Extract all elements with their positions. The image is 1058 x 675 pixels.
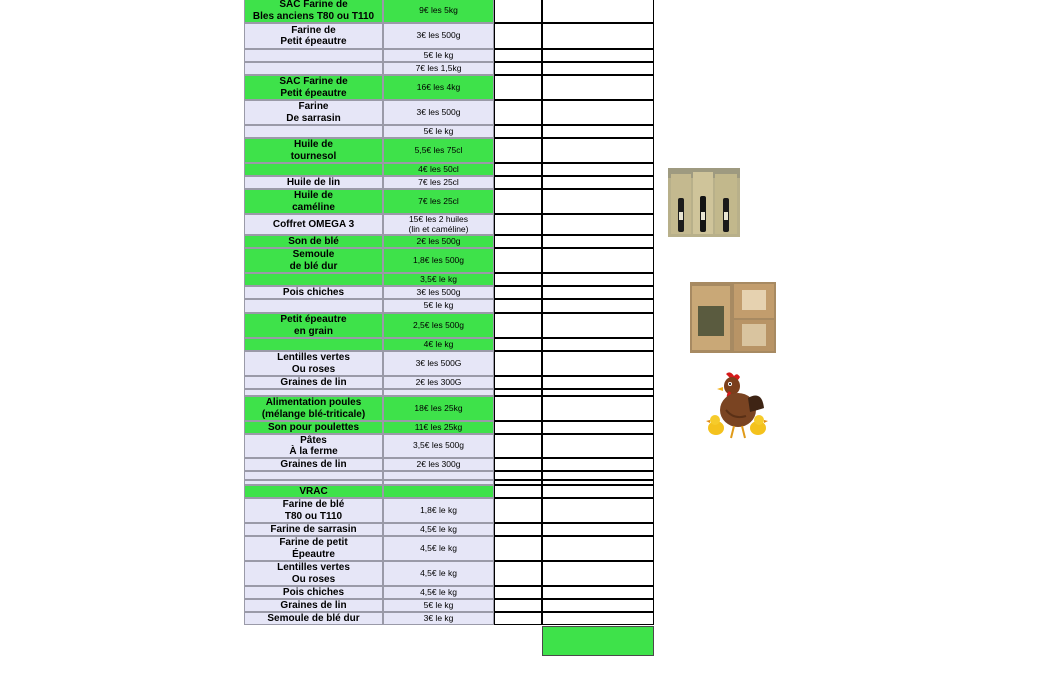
amount-cell [542,389,654,396]
amount-cell [542,313,654,338]
amount-cell [542,23,654,49]
product-name-cell [244,389,383,396]
price-cell: 4€ le kg [383,338,494,351]
amount-cell [542,0,654,23]
product-name-cell [244,163,383,176]
quantity-cell [494,612,542,625]
amount-cell [542,248,654,273]
amount-cell [542,138,654,163]
amount-cell [542,458,654,471]
amount-cell [542,498,654,523]
price-cell: 1,8€ les 500g [383,248,494,273]
quantity-cell [494,376,542,389]
price-cell: 4,5€ le kg [383,536,494,561]
price-cell: 7€ les 1,5kg [383,62,494,75]
amount-cell [542,62,654,75]
quantity-cell [494,338,542,351]
price-cell: 4,5€ le kg [383,523,494,536]
quantity-cell [494,536,542,561]
product-name-cell: Graines de lin [244,599,383,612]
product-name-cell [244,471,383,480]
quantity-cell [494,471,542,480]
product-name-cell: Farine de sarrasin [244,523,383,536]
product-name-cell: Lentilles vertes Ou roses [244,351,383,376]
product-name-cell: Pois chiches [244,286,383,299]
product-name-cell [244,62,383,75]
price-cell: 4,5€ le kg [383,561,494,586]
amount-cell [542,561,654,586]
price-cell: 7€ les 25cl [383,189,494,214]
amount-cell [542,376,654,389]
product-name-cell [244,299,383,313]
price-cell: 3€ les 500g [383,23,494,49]
amount-cell [542,189,654,214]
price-cell: 3,5€ les 500g [383,434,494,458]
amount-cell [542,485,654,498]
price-cell: 3€ le kg [383,612,494,625]
amount-cell [542,599,654,612]
price-cell: 5€ le kg [383,125,494,138]
product-name-cell: Huile de lin [244,176,383,189]
product-name-cell: VRAC [244,485,383,498]
quantity-cell [494,458,542,471]
price-cell: 2€ les 300g [383,458,494,471]
quantity-cell [494,561,542,586]
price-cell: 15€ les 2 huiles (lin et caméline) [383,214,494,235]
quantity-cell [494,523,542,536]
product-name-cell: SAC Farine de Bles anciens T80 ou T110 [244,0,383,23]
amount-cell [542,176,654,189]
quantity-cell [494,299,542,313]
price-cell: 11€ les 25kg [383,421,494,434]
total-cell [542,626,654,656]
price-cell: 3€ les 500G [383,351,494,376]
price-cell: 16€ les 4kg [383,75,494,100]
product-name-cell: Huile de tournesol [244,138,383,163]
quantity-cell [494,235,542,248]
product-name-cell: Pois chiches [244,586,383,599]
amount-cell [542,536,654,561]
product-name-cell: Farine de Petit épeautre [244,23,383,49]
product-name-cell: Farine de blé T80 ou T110 [244,498,383,523]
amount-cell [542,396,654,421]
quantity-cell [494,75,542,100]
price-cell [383,471,494,480]
quantity-cell [494,49,542,62]
price-cell: 2€ les 300G [383,376,494,389]
quantity-cell [494,286,542,299]
quantity-cell [494,599,542,612]
amount-cell [542,49,654,62]
price-cell [383,485,494,498]
product-name-cell: Son de blé [244,235,383,248]
price-cell: 2,5€ les 500g [383,313,494,338]
product-name-cell: Semoule de blé dur [244,612,383,625]
quantity-cell [494,389,542,396]
product-name-cell: Pâtes À la ferme [244,434,383,458]
price-cell: 3,5€ le kg [383,273,494,286]
quantity-cell [494,351,542,376]
quantity-cell [494,421,542,434]
amount-cell [542,421,654,434]
flour-bags-photo [690,282,776,353]
quantity-cell [494,498,542,523]
price-cell: 18€ les 25kg [383,396,494,421]
amount-cell [542,471,654,480]
amount-cell [542,351,654,376]
product-name-cell: Petit épeautre en grain [244,313,383,338]
product-name-cell: SAC Farine de Petit épeautre [244,75,383,100]
quantity-cell [494,100,542,125]
product-name-cell [244,273,383,286]
amount-cell [542,100,654,125]
price-cell: 5€ le kg [383,299,494,313]
quantity-cell [494,485,542,498]
price-cell: 4,5€ le kg [383,586,494,599]
quantity-cell [494,23,542,49]
oil-bottles-photo [668,168,740,237]
product-name-cell: Lentilles vertes Ou roses [244,561,383,586]
price-cell: 4€ les 50cl [383,163,494,176]
amount-cell [542,612,654,625]
amount-cell [542,299,654,313]
price-cell: 9€ les 5kg [383,0,494,23]
price-cell: 5,5€ les 75cl [383,138,494,163]
product-name-cell: Graines de lin [244,458,383,471]
amount-cell [542,523,654,536]
hen-with-chicks-drawing [704,370,770,444]
quantity-cell [494,586,542,599]
product-name-cell: Farine De sarrasin [244,100,383,125]
price-cell: 3€ les 500g [383,100,494,125]
product-name-cell [244,125,383,138]
price-cell: 7€ les 25cl [383,176,494,189]
product-name-cell: Huile de caméline [244,189,383,214]
product-name-cell: Coffret OMEGA 3 [244,214,383,235]
quantity-cell [494,0,542,23]
price-cell: 5€ le kg [383,49,494,62]
quantity-cell [494,434,542,458]
quantity-cell [494,163,542,176]
amount-cell [542,75,654,100]
quantity-cell [494,125,542,138]
product-name-cell: Semoule de blé dur [244,248,383,273]
product-name-cell [244,338,383,351]
quantity-cell [494,189,542,214]
quantity-cell [494,248,542,273]
product-name-cell: Graines de lin [244,376,383,389]
amount-cell [542,125,654,138]
product-name-cell: Farine de petit Épeautre [244,536,383,561]
quantity-cell [494,138,542,163]
amount-cell [542,338,654,351]
quantity-cell [494,176,542,189]
amount-cell [542,163,654,176]
quantity-cell [494,313,542,338]
price-cell [383,389,494,396]
quantity-cell [494,396,542,421]
price-cell: 3€ les 500g [383,286,494,299]
amount-cell [542,214,654,235]
product-name-cell: Son pour poulettes [244,421,383,434]
amount-cell [542,286,654,299]
amount-cell [542,273,654,286]
price-cell: 2€ les 500g [383,235,494,248]
product-name-cell: Alimentation poules (mélange blé-triticale) [244,396,383,421]
quantity-cell [494,62,542,75]
quantity-cell [494,214,542,235]
amount-cell [542,235,654,248]
product-name-cell [244,49,383,62]
quantity-cell [494,273,542,286]
amount-cell [542,434,654,458]
price-cell: 5€ le kg [383,599,494,612]
amount-cell [542,586,654,599]
price-cell: 1,8€ le kg [383,498,494,523]
